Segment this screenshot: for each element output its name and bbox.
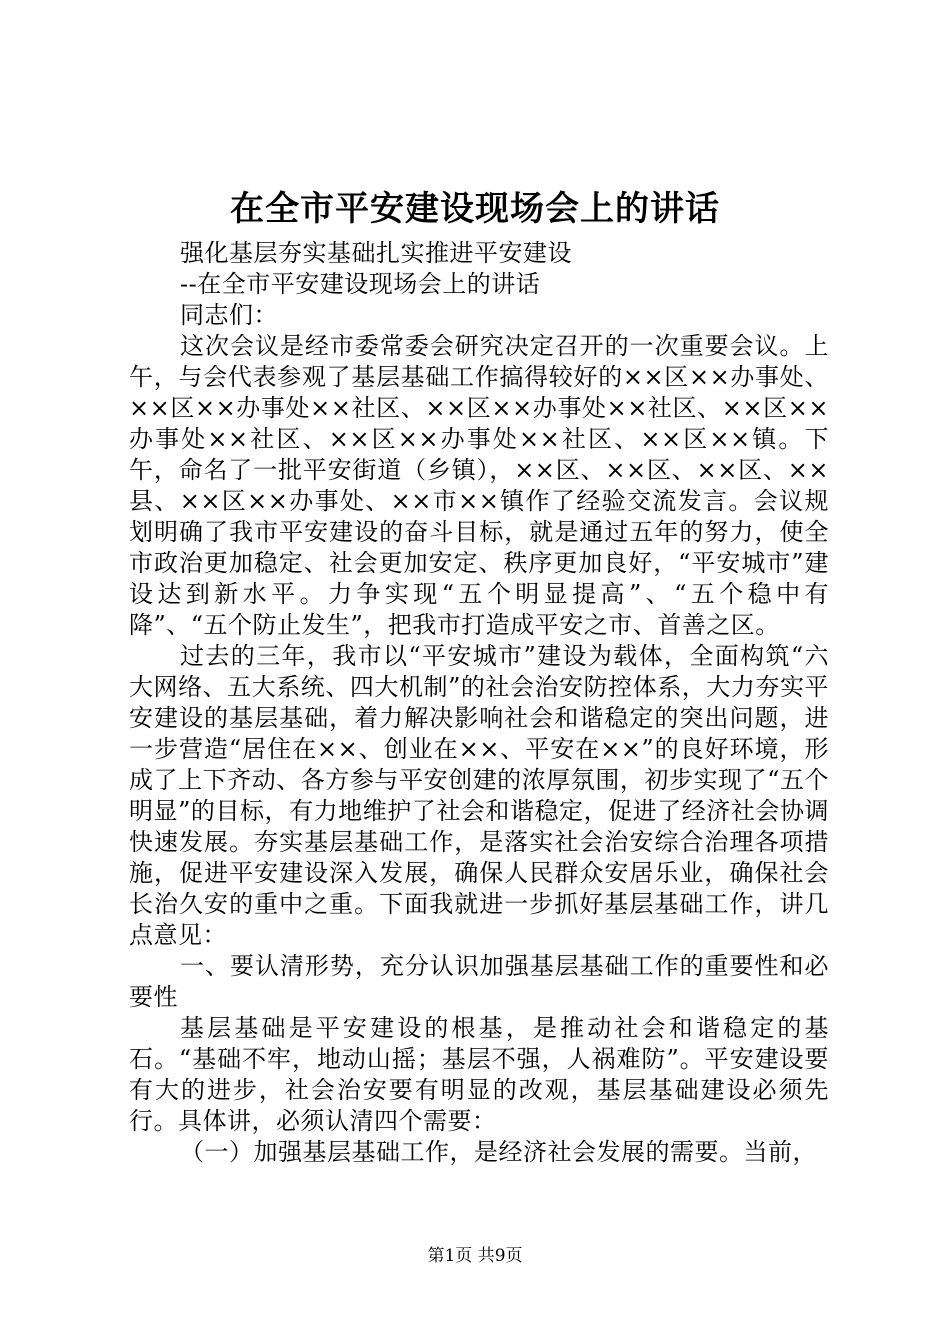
paragraph-2: 过去的三年，我市以“平安城市”建设为载体，全面构筑“六大网络、五大系统、四大机制”的社会治安防控体系，大力夯实平安建设的基层基础，着力解决影响社会和谐稳定的突出问题，进一步营造“居住在××、创业在××、平安在××”的良好环境，形成了上下齐动、各方参与平安创建的浓厚氛围，初步实现了“五个明显”的目标，有力地维护了社会和谐稳定，促进了经济社会协调快速发展。夯实基层基础工作，是落实社会治安综合治理各项措施，促进平安建设深入发展，确保人民群众安居乐业，确保社会长治久安的重中之重。下面我就进一步抓好基层基础工作，讲几点意见： [129,642,829,949]
document-title: 在全市平安建设现场会上的讲话 [230,189,720,229]
page-number-footer: 第1页 共9页 [427,1246,523,1266]
paragraph-1: 这次会议是经市委常委会研究决定召开的一次重要会议。上午，与会代表参观了基层基础工作搞得较好的××区××办事处、××区××办事处××社区、××区××办事处××社区、××区××办事处××社区、××区××办事处××社区、××区××镇。下午，命名了一批平安街道（乡镇），××区、××区、××区、××县、××区××办事处、××市××镇作了经验交流发言。会议规划明确了我市平安建设的奋斗目标，就是通过五年的努力，使全市政治更加稳定、社会更加安定、秩序更加良好，“平安城市”建设达到新水平。力争实现“五个明显提高”、“五个稳中有降”、“五个防止发生”，把我市打造成平安之市、首善之区。 [129,332,829,639]
paragraph-3: 基层基础是平安建设的根基，是推动社会和谐稳定的基石。“基础不牢，地动山摇；基层不强，人祸难防”。平安建设要有大的进步，社会治安要有明显的改观，基层基础建设必须先行。具体讲，必须认清四个需要： [129,1014,829,1135]
paragraph-4: （一）加强基层基础工作，是经济社会发展的需要。当前， [180,1138,817,1166]
subtitle-main: 强化基层夯实基础扎实推进平安建设 [180,239,572,267]
section-heading-1: 一、要认清形势，充分认识加强基层基础工作的重要性和必要性 [129,952,829,1011]
subtitle-sub: --在全市平安建设现场会上的讲话 [180,270,541,298]
salutation: 同志们： [180,301,278,329]
document-body [129,238,829,1168]
